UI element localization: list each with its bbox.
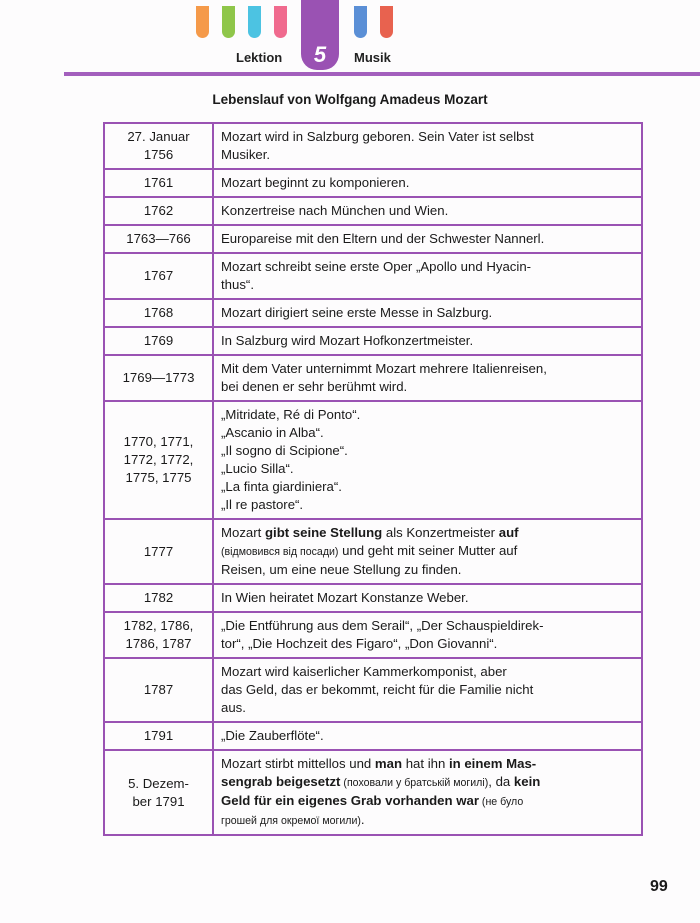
text-span: Mozart (221, 525, 265, 540)
page-number: 99 (650, 878, 668, 895)
year-cell (104, 750, 213, 835)
bold-term: auf (498, 525, 519, 540)
event-cell (213, 658, 642, 722)
text-span: Mozart stirbt mittellos und (221, 756, 375, 771)
table-row (104, 197, 642, 225)
event-cell (213, 253, 642, 299)
event-text: „Die Zauberflöte“. (221, 728, 324, 743)
event-cell (213, 722, 642, 750)
event-text: In Salzburg wird Mozart Hofkonzertmeister. (221, 333, 474, 348)
table-row (104, 169, 642, 197)
table-row (104, 584, 642, 612)
year-cell (104, 169, 213, 197)
table-row (104, 123, 642, 169)
text-span: als Konzertmeister (382, 525, 499, 540)
table-row (104, 253, 642, 299)
year-text: 1775, 1775 (125, 470, 192, 485)
event-cell (213, 612, 642, 658)
year-cell (104, 197, 213, 225)
year-text: 1787 (143, 682, 174, 697)
translation-note: (відмовився від посади) (221, 546, 339, 558)
year-cell (104, 584, 213, 612)
year-cell (104, 519, 213, 584)
year-cell (104, 658, 213, 722)
year-text: 1767 (143, 268, 174, 283)
lesson-number: 5 (313, 42, 327, 67)
year-text: 1762 (143, 203, 174, 218)
year-cell (104, 401, 213, 519)
year-text: 1768 (143, 305, 174, 320)
table-row (104, 327, 642, 355)
event-text: „La finta giardiniera“. (221, 479, 342, 494)
year-text: 1770, 1771, (123, 434, 194, 449)
year-text: 1791 (143, 728, 174, 743)
event-cell (213, 584, 642, 612)
event-cell (213, 355, 642, 401)
event-cell (213, 401, 642, 519)
year-text: 1786, 1787 (125, 636, 192, 651)
header-rule (64, 72, 700, 76)
event-cell (213, 750, 642, 835)
table-row (104, 225, 642, 253)
event-text: Musiker. (221, 147, 271, 162)
event-text: aus. (221, 700, 246, 715)
table-row (104, 355, 642, 401)
table-row (104, 519, 642, 584)
biography-table (103, 122, 643, 836)
year-cell (104, 123, 213, 169)
bold-term: man (374, 756, 403, 771)
year-cell (104, 612, 213, 658)
tab-cyan (248, 6, 261, 38)
tab-green (222, 6, 235, 38)
event-cell (213, 327, 642, 355)
table-row (104, 750, 642, 835)
year-text: 1777 (143, 543, 174, 559)
event-text: Mozart beginnt zu komponieren. (221, 175, 410, 190)
event-cell (213, 123, 642, 169)
year-text: 1769 (143, 333, 174, 348)
event-text: Mozart schreibt seine erste Oper „Apollo und Hyacin- (221, 259, 532, 274)
year-cell (104, 299, 213, 327)
event-cell (213, 169, 642, 197)
year-text: 1769—1773 (122, 370, 195, 385)
table-row (104, 299, 642, 327)
table-row (104, 722, 642, 750)
event-text: Europareise mit den Eltern und der Schwester Nannerl. (221, 231, 545, 246)
year-text: 1782 (143, 590, 174, 605)
tab-orange (196, 6, 209, 38)
event-text: Mozart wird in Salzburg geboren. Sein Vater ist selbst (221, 129, 534, 144)
event-text: „Il re pastore“. (221, 497, 304, 512)
year-text: 1782, 1786, (123, 618, 194, 633)
subject-label: Musik (354, 50, 391, 65)
event-text: das Geld, das er bekommt, reicht für die Familie nicht (221, 682, 534, 697)
event-text: Mit dem Vater unternimmt Mozart mehrere Italienreisen, (221, 361, 547, 376)
bold-term: Geld für ein eigenes Grab vorhanden war (221, 793, 479, 808)
event-text: tor“, „Die Hochzeit des Figaro“, „Don Giovanni“. (221, 636, 498, 651)
text-span: hat ihn (402, 756, 449, 771)
bold-term: in einem Mas- (448, 756, 537, 771)
tab-blue (354, 6, 367, 38)
year-cell (104, 253, 213, 299)
event-text: „Lucio Silla“. (221, 461, 294, 476)
event-text: Mozart wird kaiserlicher Kammerkomponist, aber (221, 664, 507, 679)
event-text: Konzertreise nach München und Wien. (221, 203, 449, 218)
translation-note: (не було (478, 796, 524, 808)
year-text: 1761 (143, 175, 174, 190)
year-cell (104, 225, 213, 253)
translation-note: (поховали у братській могилі) (340, 777, 489, 789)
bold-term: kein (513, 774, 541, 789)
event-text: Mozart dirigiert seine erste Messe in Salzburg. (221, 305, 493, 320)
event-text: bei denen er sehr berühmt wird. (221, 379, 408, 394)
text-span: und geht mit seiner Mutter auf (338, 543, 518, 558)
table-row (104, 658, 642, 722)
tab-pink (274, 6, 287, 38)
year-text: 5. Dezem- (128, 775, 189, 791)
lektion-label: Lektion (236, 50, 283, 65)
event-text: „Il sogno di Scipione“. (221, 443, 348, 458)
event-cell (213, 299, 642, 327)
biography-table-body (104, 123, 642, 835)
event-text: „Mitridate, Ré di Ponto“. (221, 407, 361, 422)
year-cell (104, 327, 213, 355)
bold-term: sengrab beigesetzt (221, 774, 341, 789)
year-text: 1772, 1772, (123, 452, 194, 467)
text-span: . (360, 812, 365, 827)
translation-note: грошей для окремої могили) (221, 815, 361, 827)
bold-term: gibt seine Stellung (264, 525, 383, 540)
year-cell (104, 355, 213, 401)
page-title: Lebenslauf von Wolfgang Amadeus Mozart (212, 92, 488, 107)
event-text: „Ascanio in Alba“. (221, 425, 324, 440)
event-cell (213, 519, 642, 584)
table-row (104, 401, 642, 519)
tab-red (380, 6, 393, 38)
event-text: „Die Entführung aus dem Serail“, „Der Schauspieldirek- (221, 618, 544, 633)
event-text: thus“. (221, 277, 254, 292)
year-text: 1763—766 (126, 231, 191, 246)
year-text: ber 1791 (132, 793, 185, 809)
event-text: In Wien heiratet Mozart Konstanze Weber. (221, 590, 469, 605)
text-span: , da (488, 774, 514, 789)
year-text: 27. Januar (127, 129, 190, 144)
year-cell (104, 722, 213, 750)
table-row (104, 612, 642, 658)
year-text: 1756 (143, 147, 174, 162)
event-cell (213, 197, 642, 225)
event-cell (213, 225, 642, 253)
text-span: Reisen, um eine neue Stellung zu finden. (221, 562, 462, 577)
